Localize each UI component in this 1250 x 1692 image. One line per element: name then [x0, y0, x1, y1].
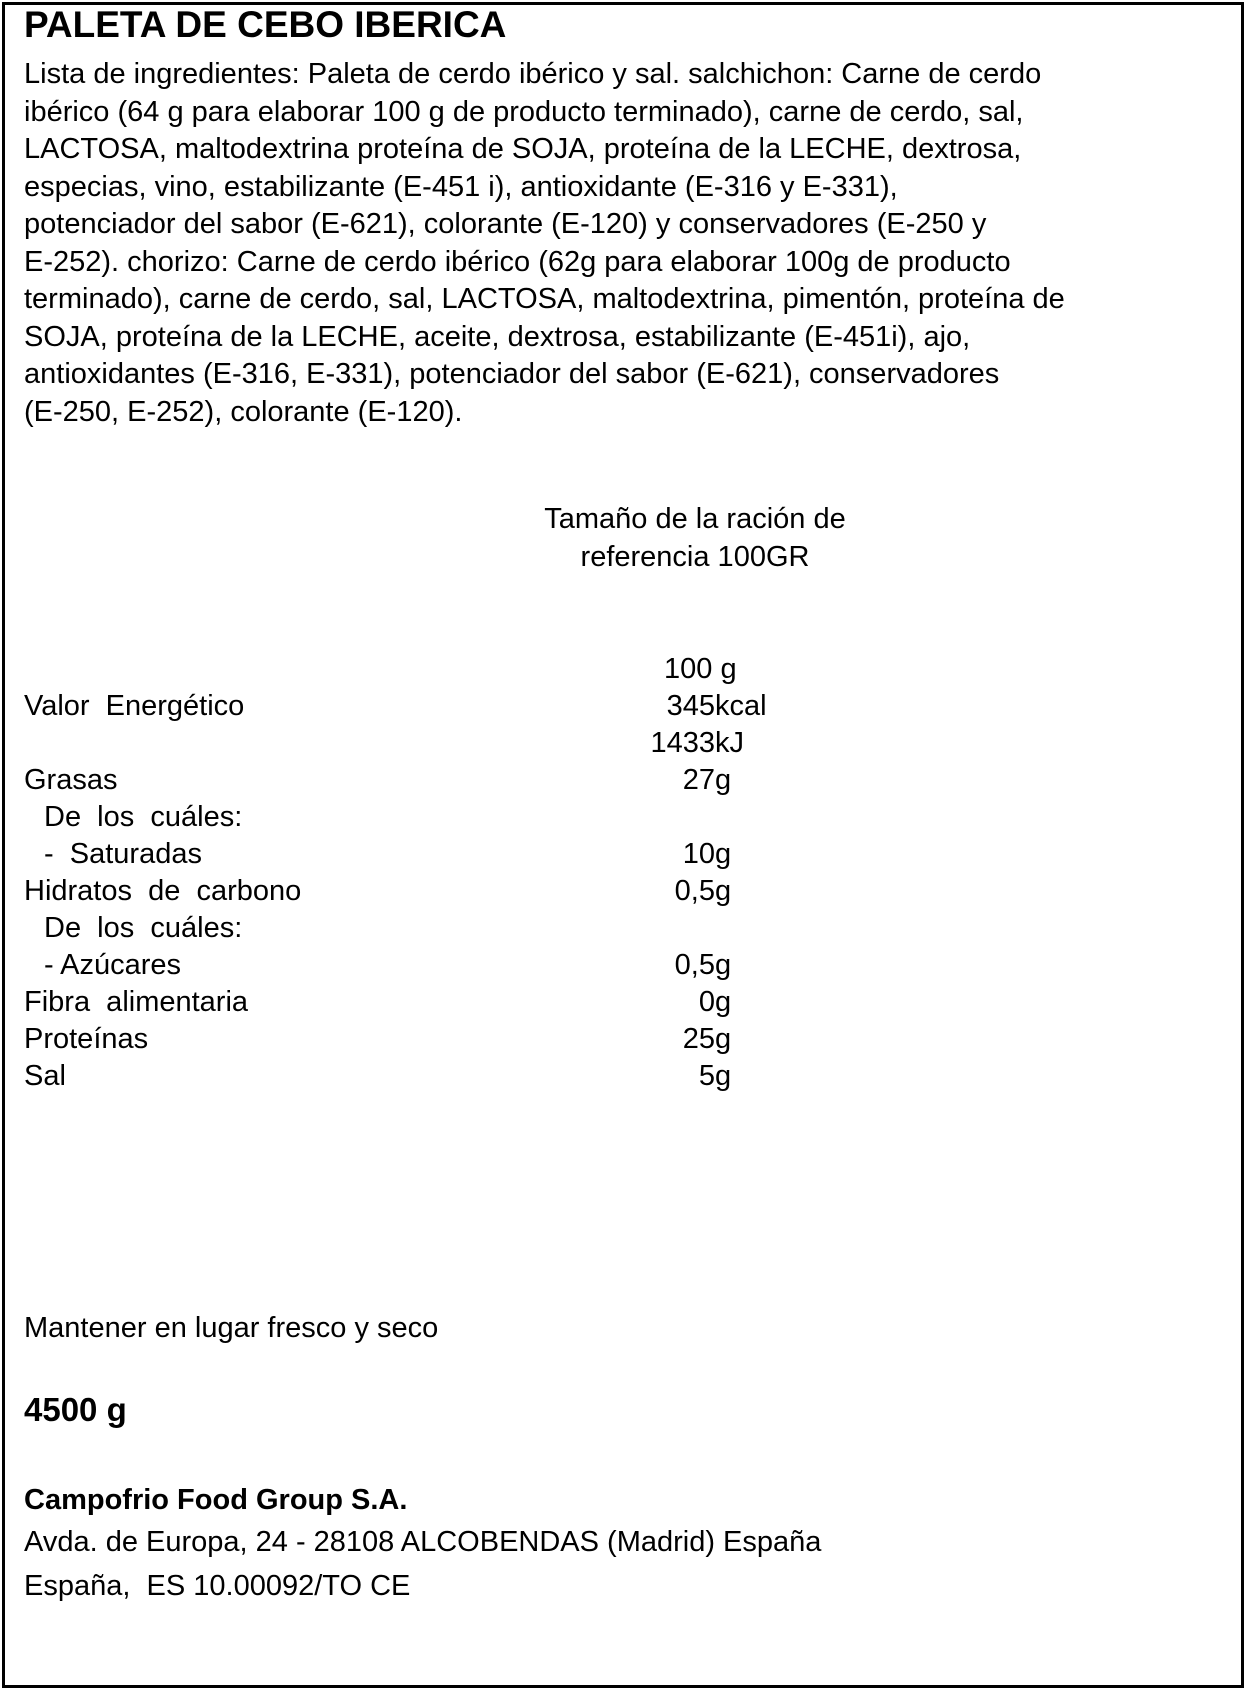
product-title: PALETA DE CEBO IBERICA: [24, 4, 507, 45]
sugars-unit: g: [715, 949, 732, 981]
energy-kcal-unit: kcal: [715, 690, 767, 722]
storage-instructions: Mantener en lugar fresco y seco: [24, 1312, 439, 1344]
saturated-label: - Saturadas: [44, 838, 202, 870]
saturated-value: 10: [682, 838, 715, 870]
fat-value: 27: [682, 764, 715, 796]
sugars-value: 0,5: [674, 949, 715, 981]
carbs-value: 0,5: [674, 875, 715, 907]
energy-kj-value: 1433: [650, 727, 715, 759]
protein-label: Proteínas: [24, 1023, 149, 1055]
net-weight: 4500 g: [24, 1391, 127, 1428]
carbs-label: Hidratos de carbono: [24, 875, 302, 907]
sugars-label: - Azúcares: [44, 949, 181, 981]
energy-kcal-value: 345: [666, 690, 715, 722]
ingredients-line: terminado), carne de cerdo, sal, LACTOSA, maltodextrina, pimentón, proteína de: [24, 283, 1065, 315]
ingredients-list: [24, 56, 1224, 431]
of-which-label: De los cuáles:: [44, 912, 243, 944]
fiber-value: 0: [698, 986, 715, 1018]
saturated-unit: g: [715, 838, 732, 870]
ingredients-line: ibérico (64 g para elaborar 100 g de producto terminado), carne de cerdo, sal,: [24, 95, 1024, 128]
of-which-label: De los cuáles:: [44, 801, 243, 833]
ingredients-line: Lista de ingredientes: Paleta de cerdo ibérico y sal. salchichon: Carne de cerdo: [24, 58, 1042, 90]
company-name: Campofrio Food Group S.A.: [24, 1484, 408, 1516]
ingredients-line: LACTOSA, maltodextrina proteína de SOJA, proteína de la LECHE, dextrosa,: [24, 133, 1022, 165]
serving-size-line: referencia 100GR: [580, 541, 810, 573]
energy-label: Valor Energético: [24, 690, 245, 722]
fiber-label: Fibra alimentaria: [24, 986, 249, 1018]
salt-label: Sal: [24, 1060, 66, 1092]
carbs-unit: g: [715, 875, 732, 907]
ingredients-line: E-252). chorizo: Carne de cerdo ibérico (62g para elaborar 100g de producto: [24, 245, 1011, 278]
fat-label: Grasas: [24, 764, 118, 796]
ingredients-line: potenciador del sabor (E-621), colorante (E-120) y conservadores (E-250 y: [24, 208, 987, 240]
salt-value: 5: [698, 1060, 715, 1092]
company-address: Avda. de Europa, 24 - 28108 ALCOBENDAS (Madrid) España: [24, 1526, 822, 1558]
serving-size-line: Tamaño de la ración de: [544, 503, 846, 535]
protein-value: 25: [682, 1023, 715, 1055]
ingredients-line: especias, vino, estabilizante (E-451 i), antioxidante (E-316 y E-331),: [24, 170, 898, 203]
column-header-100g: 100 g: [664, 653, 737, 685]
fat-unit: g: [715, 764, 732, 796]
ingredients-line: (E-250, E-252), colorante (E-120).: [24, 395, 463, 428]
ingredients-line: SOJA, proteína de la LECHE, aceite, dextrosa, estabilizante (E-451i), ajo,: [24, 320, 971, 353]
protein-unit: g: [715, 1023, 732, 1055]
salt-unit: g: [715, 1060, 732, 1092]
energy-kj-unit: kJ: [715, 727, 744, 759]
health-registry: España, ES 10.00092/TO CE: [24, 1570, 411, 1602]
serving-size-heading: [495, 500, 895, 576]
ingredients-line: antioxidantes (E-316, E-331), potenciador del sabor (E-621), conservadores: [24, 358, 1000, 390]
fiber-unit: g: [715, 986, 732, 1018]
